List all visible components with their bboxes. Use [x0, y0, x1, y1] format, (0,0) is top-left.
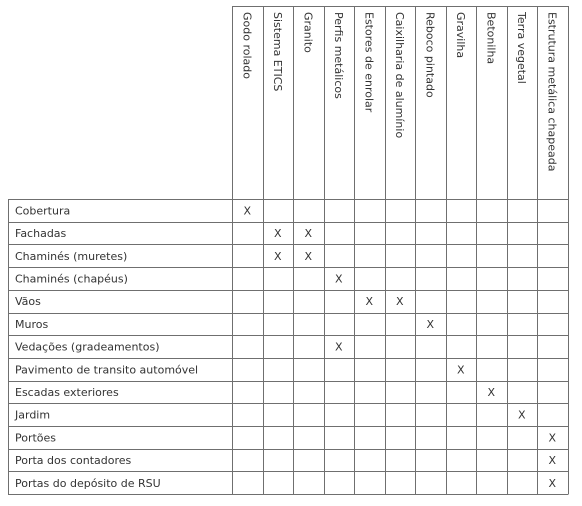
mark-x: X: [396, 295, 404, 309]
material-header: Gravilha: [453, 12, 467, 59]
material-header: Terra vegetal: [514, 12, 528, 84]
material-header: Betonilha: [484, 12, 498, 65]
row-label: Vãos: [15, 295, 41, 309]
mark-x: X: [548, 454, 557, 468]
mark-x: X: [457, 363, 465, 377]
row-label: Escadas exteriores: [15, 386, 119, 399]
mark-x: X: [304, 227, 313, 240]
mark-x: X: [518, 408, 526, 422]
mark-x: X: [548, 476, 557, 490]
mark-x: X: [335, 272, 343, 286]
table-marks: [244, 204, 557, 490]
material-header: Sistema ETICS: [270, 12, 284, 92]
row-label: Vedações (gradeamentos): [15, 340, 160, 354]
mark-x: X: [365, 295, 374, 309]
row-label: Jardim: [15, 408, 51, 422]
mark-x: X: [487, 386, 496, 399]
row-label: Portões: [15, 431, 57, 445]
row-label: Pavimento de transito automóvel: [15, 363, 199, 377]
material-header: Perfis metálicos: [331, 12, 345, 99]
row-label: Cobertura: [15, 204, 71, 218]
mark-x: X: [274, 227, 282, 240]
mark-x: X: [274, 249, 282, 263]
material-header: Godo rolado: [240, 12, 254, 79]
mark-x: X: [304, 249, 313, 263]
material-header: Caixilharia de alumínio: [392, 12, 406, 139]
material-column-headers: [240, 11, 558, 171]
row-label: Fachadas: [15, 227, 67, 240]
material-header: Estores de enrolar: [362, 12, 376, 113]
material-header: Granito: [301, 12, 315, 53]
mark-x: X: [335, 340, 343, 354]
row-label: Porta dos contadores: [15, 454, 132, 468]
mark-x: X: [548, 431, 557, 445]
mark-x: X: [426, 317, 435, 331]
row-label: Portas do depósito de RSU: [15, 476, 161, 490]
material-header: Estrutura metálica chapeada: [545, 12, 559, 172]
material-header: Reboco pintado: [423, 12, 437, 98]
row-label: Chaminés (muretes): [15, 249, 128, 263]
row-label: Muros: [15, 317, 49, 331]
row-label: Chaminés (chapéus): [15, 272, 128, 286]
mark-x: X: [243, 204, 252, 218]
element-row-labels: [14, 204, 198, 490]
